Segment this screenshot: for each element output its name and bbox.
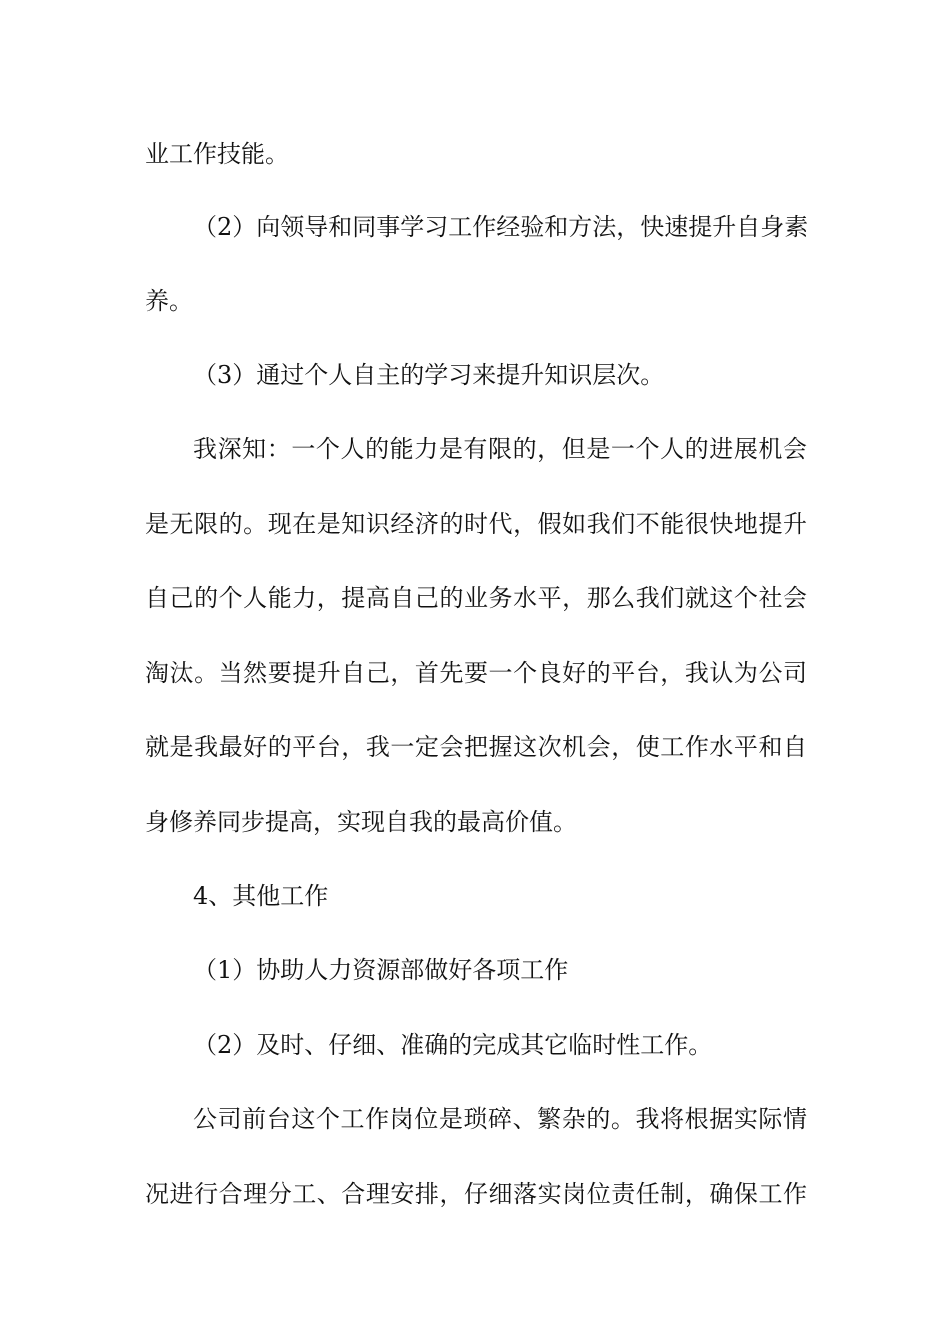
text-line: 淘汰。当然要提升自己，首先要一个良好的平台，我认为公司 [145, 659, 807, 687]
text-line: 我深知：一个人的能力是有限的，但是一个人的进展机会 [193, 435, 807, 463]
text-line: （2）及时、仔细、准确的完成其它临时性工作。 [193, 1031, 713, 1059]
text-line: （3）通过个人自主的学习来提升知识层次。 [193, 361, 665, 389]
text-line: 况进行合理分工、合理安排，仔细落实岗位责任制，确保工作 [145, 1180, 807, 1208]
text-line: 业工作技能。 [145, 140, 289, 168]
text-line: 身修养同步提高，实现自我的最高价值。 [145, 808, 577, 836]
text-line: 是无限的。现在是知识经济的时代，假如我们不能很快地提升 [145, 510, 807, 538]
text-line: 公司前台这个工作岗位是琐碎、繁杂的。我将根据实际情 [193, 1105, 807, 1133]
text-line: （1）协助人力资源部做好各项工作 [193, 956, 569, 984]
text-line: 就是我最好的平台，我一定会把握这次机会，使工作水平和自 [145, 733, 807, 761]
text-line: （2）向领导和同事学习工作经验和方法，快速提升自身素 [193, 213, 809, 241]
section-heading: 4、其他工作 [193, 882, 329, 910]
text-line: 养。 [145, 287, 193, 315]
text-line: 自己的个人能力，提高自己的业务水平，那么我们就这个社会 [145, 584, 807, 612]
